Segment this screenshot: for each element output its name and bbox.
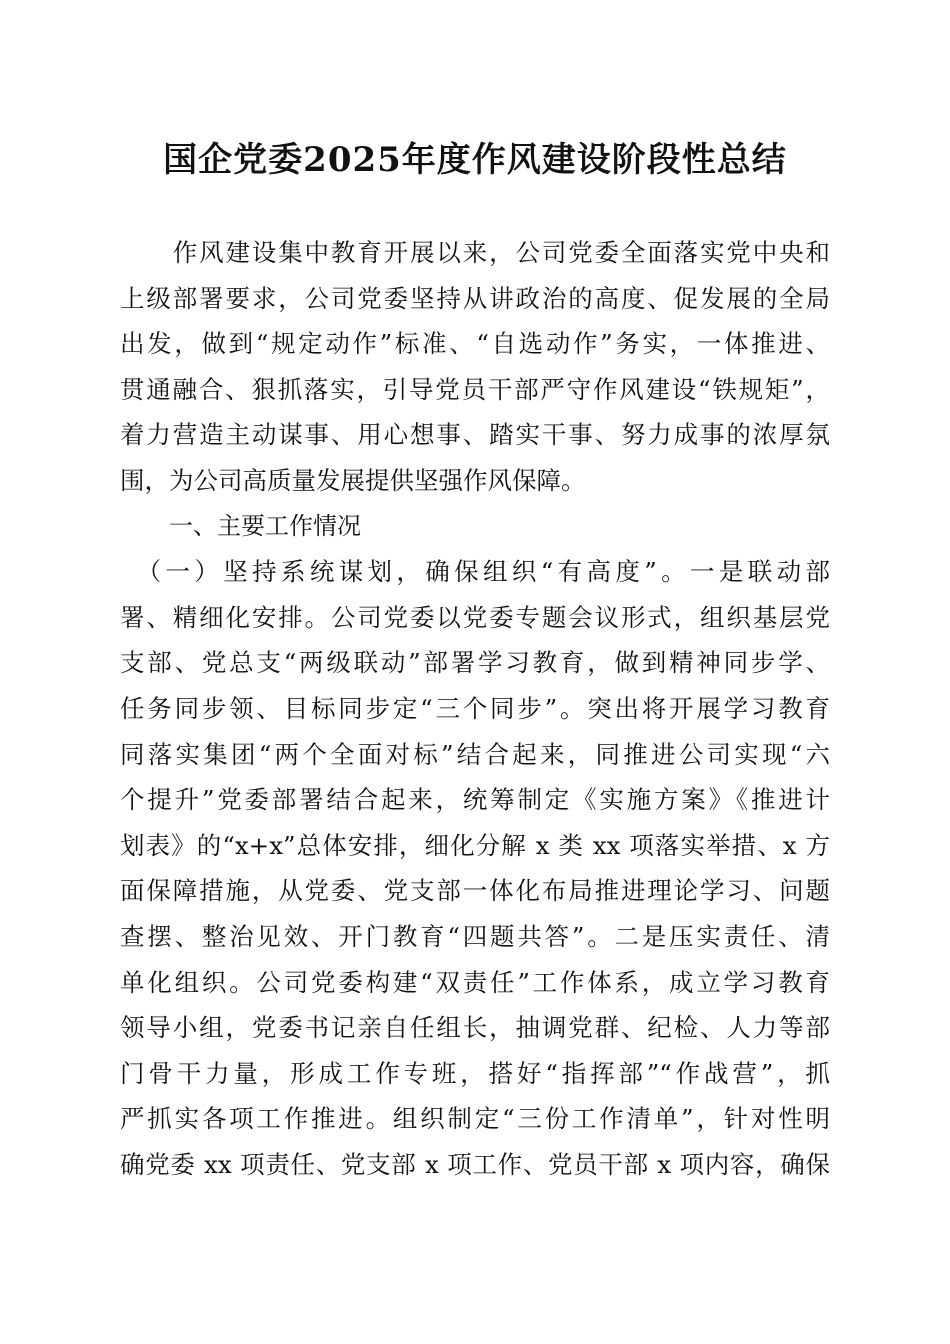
paragraph-line: 上级部署要求，公司党委坚持从讲政治的高度、促发展的全局 [120, 283, 830, 313]
paragraph-line: 面保障措施，从党委、党支部一体化布局推进理论学习、问题 [120, 876, 830, 906]
paragraph-line: 署、精细化安排。公司党委以党委专题会议形式，组织基层党 [120, 602, 830, 632]
paragraph-line: 作风建设集中教育开展以来，公司党委全面落实党中央和 [120, 238, 830, 267]
paragraph-line: 贯通融合、狠抓落实，引导党员干部严守作风建设“铁规矩”， [120, 374, 830, 404]
paragraph-line: 出发，做到“规定动作”标准、“自选动作”务实，一体推进、 [120, 329, 830, 359]
paragraph-line: 领导小组，党委书记亲自任组长，抽调党群、纪检、人力等部 [120, 1013, 830, 1043]
paragraph-line: 支部、党总支“两级联动”部署学习教育，做到精神同步学、 [120, 648, 830, 678]
paragraph-line: 任务同步领、目标同步定“三个同步”。突出将开展学习教育 [120, 693, 830, 723]
paragraph-line: 同落实集团“两个全面对标”结合起来，同推进公司实现“六 [120, 739, 830, 769]
paragraph-line: 划表》的“x+x”总体安排，细化分解 x 类 xx 项落实举措、x 方 [120, 830, 830, 860]
paragraph-line: 个提升”党委部署结合起来，统筹制定《实施方案》《推进计 [120, 785, 830, 815]
paragraph-line: 门骨干力量，形成工作专班，搭好“指挥部”“作战营”，抓 [120, 1058, 830, 1088]
document-title: 国企党委2025年度作风建设阶段性总结 [163, 140, 787, 180]
paragraph-line: 着力营造主动谋事、用心想事、踏实干事、努力成事的浓厚氛 [120, 420, 830, 450]
document-body [120, 230, 830, 1187]
paragraph-line: 围，为公司高质量发展提供坚强作风保障。 [120, 465, 586, 495]
paragraph-line: 查摆、整治见效、开门教育“四题共答”。二是压实责任、清 [120, 921, 830, 951]
paragraph-line: 严抓实各项工作推进。组织制定“三份工作清单”，针对性明 [120, 1104, 830, 1134]
paragraph-line: 确党委 xx 项责任、党支部 x 项工作、党员干部 x 项内容，确保 [120, 1149, 830, 1179]
section-heading: 一、主要工作情况 [169, 511, 361, 540]
paragraph-line: 单化组织。公司党委构建“双责任”工作体系，成立学习教育 [120, 967, 830, 997]
paragraph-line: （一）坚持系统谋划，确保组织“有高度”。一是联动部 [120, 557, 830, 587]
